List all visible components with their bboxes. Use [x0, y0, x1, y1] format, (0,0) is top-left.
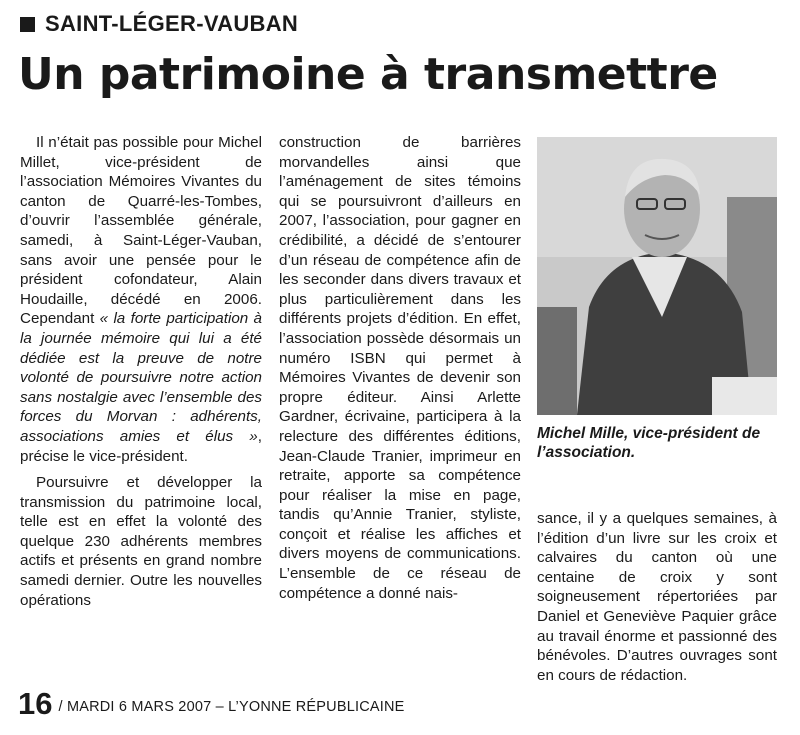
portrait-photo: [537, 137, 777, 415]
article-paragraph: construction de barrières morvandelles ainsi que l’aménagement de sites témoins qui se poursuivront d’ailleurs en 2007, l’association, pour gagner en crédibilité, a décidé de s’entourer d’un réseau de compétence afin de les seconder dans divers travaux et plus particulièrement dans les différents projets d’édition. En effet, l’association possède désormais un numéro ISBN qui permet à Mémoires Vivantes de devenir son propre éditeur. Ainsi Arlette Gardner, écrivaine, participera à la relecture des différentes éditions, Jean-Claude Tranier, imprimeur en retraite, apporte sa compétence pour réaliser la mise en page, tandis qu’Annie Tranier, styliste, conçoit et réalise les affiches et divers moyens de communications. L’ensemble de ce réseau de compétence a donné nais-: [279, 134, 521, 602]
section-square-icon: [20, 17, 35, 32]
article-column-2: [279, 133, 521, 603]
page-number: 16: [18, 686, 53, 721]
section-label: [20, 12, 298, 36]
article-quote: « la forte participation à la journée mémoire qui lui a été dédiée est la preuve de notre volonté de poursuivre notre action sans nostalgie avec l’ensemble des forces du Morvan : adhérents, associations amies et élus »: [20, 310, 262, 445]
page-footer: [18, 686, 405, 721]
article-paragraph: sance, il y a quelques semaines, à l’édition d’un livre sur les croix et calvaires du canton où une centaine de croix y sont soigneusement répertoriées par Daniel et Geneviève Paquier grâce au travail énorme et passionné des bénévoles. D’autres ouvrages sont en cours de rédaction.: [537, 510, 777, 684]
portrait-illustration: [537, 137, 777, 415]
article-text: Il n’était pas possible pour Michel Millet, vice-président de l’association Mémoires Vivantes du canton de Quarré-les-Tombes, d’ouvrir l’assemblée générale, samedi, à Saint-Léger-Vauban, sans avoir une pensée pour le président cofondateur, Alain Houdaille, décédé en 2006. Cependant: [20, 134, 262, 328]
article-column-1: [20, 133, 262, 610]
article-paragraph: Poursuivre et développer la transmission du patrimoine local, telle est en effet la volonté des quelque 230 adhérents membres actifs et présents en grand nombre samedi dernier. Outre les nouvelles opérations: [20, 474, 262, 609]
photo-caption: Michel Mille, vice-président de l’association.: [537, 425, 761, 461]
section-title: SAINT-LÉGER-VAUBAN: [45, 11, 299, 36]
article-column-3: [537, 509, 777, 685]
article-text: , précise le vice-président.: [20, 427, 262, 465]
article-paragraph: [20, 133, 262, 466]
headline: Un patrimoine à transmettre: [18, 49, 718, 100]
footer-dateline: / MARDI 6 MARS 2007 – L’YONNE RÉPUBLICAINE: [58, 699, 405, 715]
